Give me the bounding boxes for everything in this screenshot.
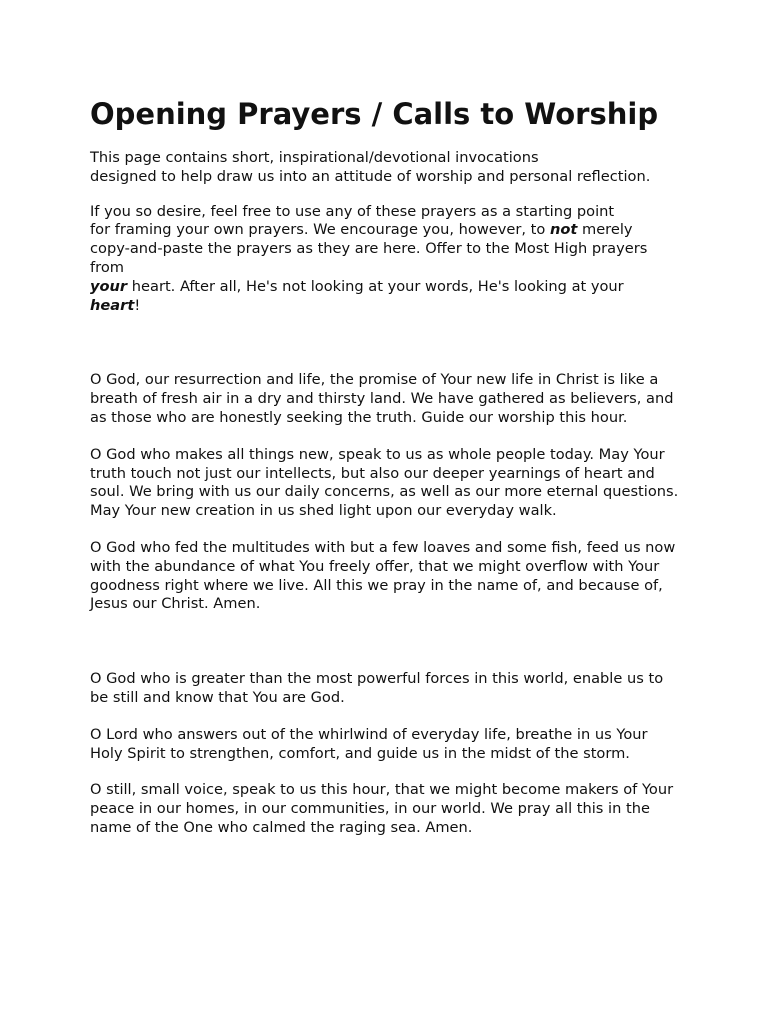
document-page — [90, 96, 680, 838]
prayer-paragraph: O Lord who answers out of the whirlwind of everyday life, breathe in us Your Holy Spirit to strengthen, comfort, and guide us in the midst of the storm. — [90, 725, 648, 762]
page-title: Opening Prayers / Calls to Worship — [90, 97, 659, 131]
usage-line-1: If you so desire, feel free to use any of these prayers as a starting point — [90, 202, 615, 220]
usage-line-2-before: for framing your own prayers. We encourage you, however, to — [90, 221, 550, 239]
emphasis-your: your — [90, 277, 128, 295]
usage-line-6-after: ! — [134, 296, 141, 314]
usage-line-5-after: heart. After all, He's not looking at your words, He's looking at your — [127, 277, 624, 295]
prayer-paragraph: O still, small voice, speak to us this hour, that we might become makers of Your peace in our homes, in our communities, in our world. We pray all this in the name of the One who calmed the raging sea. Amen. — [90, 781, 674, 836]
intro-line-1: This page contains short, inspirational/devotional invocations — [90, 149, 539, 166]
prayer-paragraph: O God, our resurrection and life, the promise of Your new life in Christ is like a breath of fresh air in a dry and thirsty land. We have gathered as believers, and as those who are honestly seeking the truth. Guide our worship this hour. — [90, 371, 674, 426]
prayer-paragraph: O God who is greater than the most powerful forces in this world, enable us to be still and know that You are God. — [90, 670, 664, 706]
usage-line-3: copy-and-paste the prayers as they are here. Offer to the Most High prayers — [90, 240, 648, 258]
intro-paragraph — [90, 149, 680, 187]
intro-line-2: designed to help draw us into an attitude of worship and personal reflection. — [90, 167, 651, 185]
prayer-paragraph: O God who fed the multitudes with but a few loaves and some fish, feed us now with the abundance of what You freely offer, that we might overflow with Your goodness right where we live. All this we pray in the name of, and because of, Jesus our Christ. Amen. — [90, 538, 676, 613]
prayer-paragraph: O God who makes all things new, speak to us as whole people today. May Your truth touch not just our intellects, but also our deeper yearnings of heart and soul. We bring with us our daily concerns, as well as our more eternal questions. May Your new creation in us shed light upon our everyday walk. — [90, 445, 679, 520]
usage-line-2-after: merely — [577, 221, 633, 239]
usage-line-4: from — [90, 258, 124, 276]
usage-paragraph — [90, 203, 680, 316]
emphasis-not: not — [549, 221, 578, 239]
emphasis-heart: heart — [90, 296, 135, 314]
